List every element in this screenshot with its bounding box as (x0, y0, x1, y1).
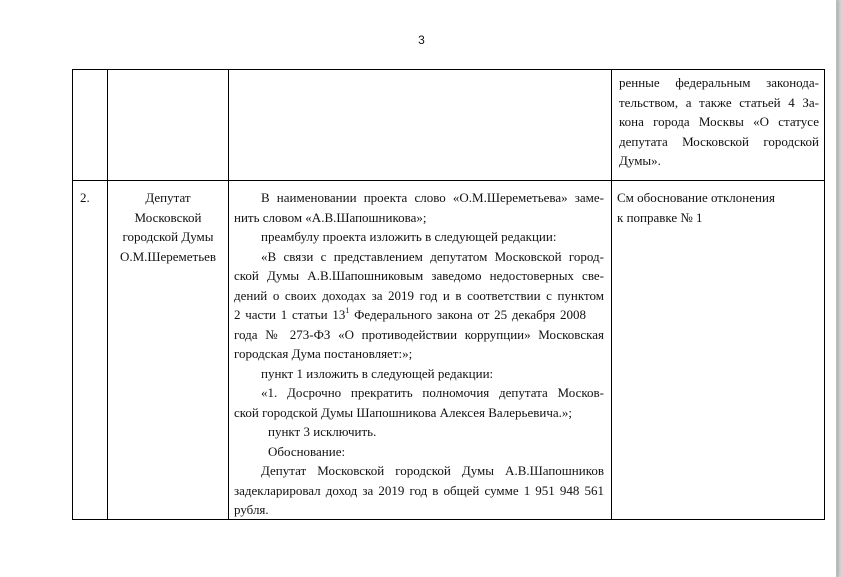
text-line: ренные федеральным законода- (619, 75, 819, 90)
author-line: Депутат (145, 190, 191, 205)
row2-number: 2. (80, 190, 90, 205)
column-border (107, 69, 108, 520)
author-line: О.М.Шереметьев (119, 248, 217, 264)
amendment-line: ской Думы А.В.Шапошниковым заведомо недостоверных све- (234, 268, 604, 283)
amendment-line: пункт 3 исключить. (268, 424, 377, 439)
column-border (824, 69, 825, 520)
amendment-text: Федерального закона от 25 декабря 2008 (349, 307, 587, 322)
author-line: городской Думы (122, 229, 214, 244)
amendment-line: ской городской Думы Шапошникова Алексея Валерьевича.»; (234, 404, 572, 420)
column-border (611, 69, 612, 520)
amendment-text: 2 части 1 статьи 13 (234, 307, 346, 322)
amendment-line: дений о своих доходах за 2019 год и в соответствии с пунктом (234, 287, 604, 303)
amendment-line: рубля. (234, 502, 269, 517)
text-line: Думы». (619, 153, 661, 168)
amendment-line: «В связи с представлением депутатом Московской город- (261, 248, 604, 264)
amendment-line: Депутат Московской городской Думы А.В.Шапошников (261, 463, 604, 478)
amendment-line: нить словом «А.В.Шапошникова»; (234, 209, 427, 225)
text-line: кона города Москвы «О статусе (619, 114, 819, 129)
amendment-line: преамбулу проекта изложить в следующей редакции: (261, 229, 557, 244)
amendment-line: городская Дума постановляет:»; (234, 346, 413, 361)
amendment-line (234, 305, 604, 325)
text-line: тельством, а также статьей 4 За- (619, 94, 819, 110)
amendment-line: «1. Досрочно прекратить полномочия депутата Москов- (261, 385, 604, 400)
amendment-line: года № 273-ФЗ «О противодействии коррупции» Московская (234, 326, 604, 342)
amendment-line: В наименовании проекта слово «О.М.Шереметьева» заме- (261, 190, 604, 205)
column-border (72, 69, 73, 520)
row2-amendment-cell (234, 188, 604, 520)
superscript: 1 (345, 305, 350, 315)
row-divider (72, 180, 825, 181)
decision-line: к поправке № 1 (617, 209, 703, 225)
row2-author-cell (108, 188, 228, 266)
text-line: депутата Московской городской (619, 133, 819, 149)
author-line: Московской (134, 209, 202, 225)
page-number: 3 (418, 33, 425, 47)
amendment-line: задекларировал доход за 2019 год в общей сумме 1 951 948 561 (234, 482, 604, 498)
row1-decision-cell (619, 73, 819, 171)
amendment-line: Обоснование: (268, 443, 346, 459)
row2-decision-cell (617, 188, 821, 227)
column-border (228, 69, 229, 520)
amendment-line: пункт 1 изложить в следующей редакции: (261, 365, 494, 381)
decision-line: См обоснование отклонения (617, 190, 775, 205)
table-top-border (72, 69, 825, 70)
